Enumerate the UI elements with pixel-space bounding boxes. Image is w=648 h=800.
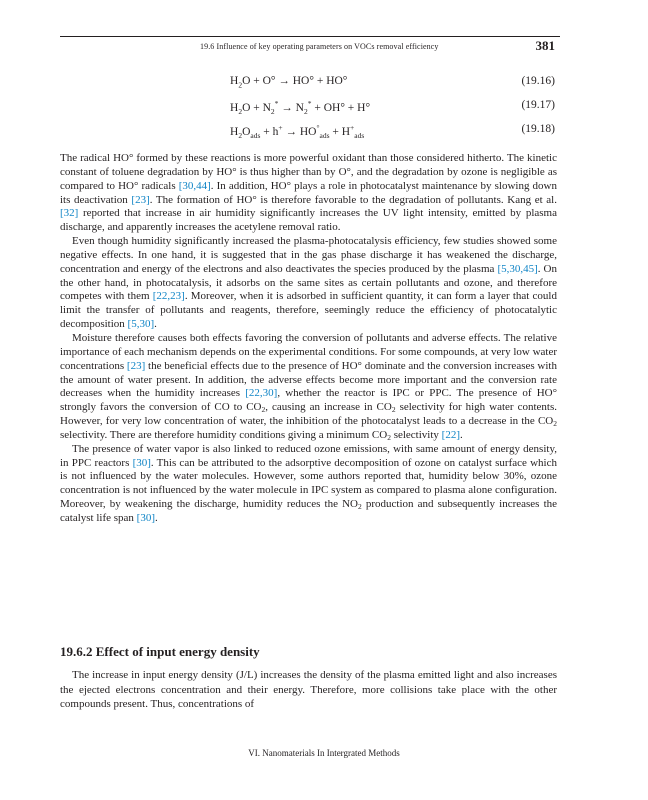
text-run: . This can be attributed to the adsorptive decomposition of ozone on catalyst surface which is not influenced by the water molecules. However, some authors reported that, humidity below 30%, ozone concentration is not influenced by the water molecule in IPC system as compared to plasma alone configuration. Moreover, by weakening the discharge, humidity reduces the NO [60,456,557,511]
equation-number: (19.16) [521,75,555,87]
equation-expression: $H_2O + N_2^* \to N_2^* + OH^\circ + H^\circ$ [230,99,371,117]
text-run: . The formation of HO° is therefore favorable to the degradation of pollutants. Kang et al. [149,193,557,206]
text-run: production and subsequently increases the catalyst life span [60,498,558,524]
text-run: selectivity. There are therefore humidity conditions giving a minimum CO [60,428,388,441]
text-run: . Moreover, when it is adsorbed in sufficient quantity, it can form a layer that could limit the transfer of pollutants and reagents, therefore, seemingly reduce the efficiency of photocatalytic decomposition [60,290,557,331]
citation-link[interactable]: [22,30] [245,387,278,400]
top-rule [60,36,560,37]
text-run: . In addition, HO° plays a role in photocatalyst maintenance by slowing down its deactivation [60,179,557,206]
equation-expression: $H_2O_{ads} + h^+ \to HO^\circ_{ads} + H^+_{ads}$ [230,123,365,141]
citation-link[interactable]: [30,44] [178,179,211,192]
text-run: . On the other hand, in photocatalysis, it adsorbs on the same sites as certain pollutants and ozone, and therefore competes with them [60,262,557,303]
running-head [60,38,560,56]
paragraph [60,443,557,526]
equation-expression: $H_2O + O^\circ \to HO^\circ + HO^\circ$ [230,75,348,90]
text-run: , whether the reactor is IPC or PPC. The presence of HO° strongly favors the conversion of CO to CO [60,387,558,414]
equation-19-18 [60,120,560,142]
subscript: 2 [357,502,362,512]
text-run: selectivity [390,428,442,441]
running-title: 19.6 Influence of key operating parameters on VOCs removal efficiency [200,42,439,51]
body-text [60,152,557,526]
paragraph [60,235,557,332]
section-text [60,668,557,712]
subscript: 2 [391,405,396,415]
text-run: , causing an increase in CO [265,401,392,414]
text-run: the beneficial effects due to the presence of HO° dominate and the conversion increases with the amount of water present. In addition, the adverse effects become more important and the conversion rate decreases when the humidity increases [60,359,557,400]
text-run: . [459,428,463,441]
text-run: Even though humidity significantly increased the plasma-photocatalysis efficiency, few studies showed some negative effects. In one hand, it is suggested that in the gas phase discharge it has weakened the discharge, concentration and energy of the electrons and also deactivates the species produced by the plasma [60,235,557,275]
citation-link[interactable]: [30] [132,456,151,469]
equation-19-16 [60,72,560,94]
text-run: The presence of water vapor is also linked to reduced ozone emissions, with same amount of energy density, in PPC reactors [60,442,557,469]
page-footer: VI. Nanomaterials In Intergrated Methods [248,748,400,758]
citation-link[interactable]: [22,23] [152,290,185,303]
text-run: . [155,511,158,524]
citation-link[interactable]: [22] [441,428,460,441]
subscript: 2 [387,432,391,442]
citation-link[interactable]: [5,30] [127,318,155,331]
equation-block [60,72,560,144]
citation-link[interactable]: [32] [60,207,79,220]
subscript: 2 [553,419,557,429]
text-run: reported that increase in air humidity significantly increases the UV light intensity, emitted by plasma discharge, and apparently increases the acetylene removal ratio. [60,207,557,234]
paragraph [60,332,557,443]
text-run: selectivity for high water contents. However, for very low concentration of water, the inhibition of the photocatalyst leads to a decrease in the CO [60,401,557,428]
text-run: . [154,318,157,331]
citation-link[interactable]: [23] [126,359,146,372]
page-number: 381 [535,38,555,53]
text-run: The radical HO° formed by these reactions is more powerful oxidant than those considered hitherto. The kinetic constant of toluene degradation by HO° is thus higher than by O°, and the degradation by ozone is negligible as compared to HO° radicals [60,152,557,192]
paragraph [60,152,557,235]
equation-19-17 [60,96,560,118]
citation-link[interactable]: [23] [131,193,150,206]
section-heading: 19.6.2 Effect of input energy density [60,644,260,659]
citation-link[interactable]: [30] [136,511,155,524]
paragraph: The increase in input energy density (J/L) increases the density of the plasma emitted light and also increases the ejected electrons concentration and their energy. Therefore, more collisions take place with the other compounds present. Thus, concentrations of [60,669,557,710]
equation-number: (19.18) [521,123,555,135]
equation-number: (19.17) [521,99,555,111]
text-run: Moisture therefore causes both effects favoring the conversion of pollutants and adverse effects. The relative importance of each mechanism depends on the experimental conditions. For some compounds, at very low water concentrations [60,331,557,372]
subscript: 2 [261,405,266,415]
citation-link[interactable]: [5,30,45] [497,262,538,275]
